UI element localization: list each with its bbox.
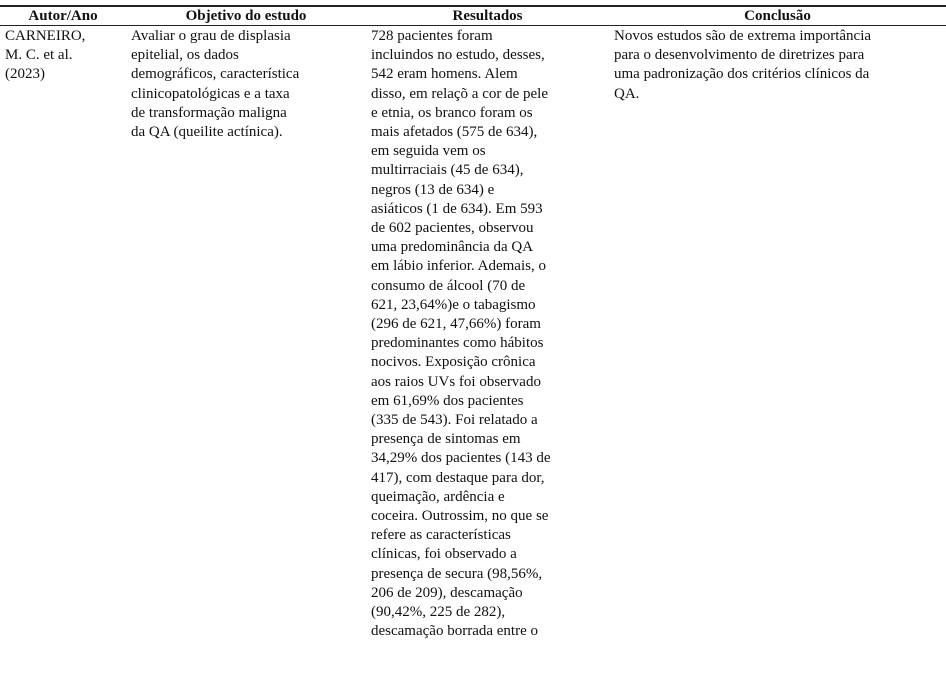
conclusao-text: Novos estudos são de extrema importância para o desenvolvimento de diretrizes para uma padronização dos critérios clínicos da QA.: [614, 28, 872, 102]
header-autor-ano: Autor/Ano: [28, 8, 98, 24]
header-conclusao: Conclusão: [744, 8, 811, 24]
autor-ano-text: CARNEIRO, M. C. et al. (2023): [5, 28, 86, 83]
header-row: [0, 6, 946, 26]
table-body: [0, 26, 946, 642]
resultados-text: 728 pacientes foram incluindos no estudo, desses, 542 eram homens. Alem disso, em relaçõ a cor de pele e etnia, os branco foram os mais afetados (575 de 634), em seguida vem os multirraciais (45 de 634), negros (13 de 634) e asiáticos (1 de 634). Em 593 de 602 pacientes, observou uma predominância da QA em lábio inferior. Ademais, o consumo de álcool (70 de 621, 23,64%)e o tabagismo (296 de 621, 47,66%) foram predominantes como hábitos nocivos. Exposição crônica aos raios UVs foi observado em 61,69% dos pacientes (335 de 543). Foi relatado a presença de sintomas em 34,29% dos pacientes (143 de 417), com destaque para dor, queimação, ardência e coceira. Outrossim, no que se refere as características clínicas, foi observado a presença de secura (98,56%, 206 de 209), descamação (90,42%, 225 de 282), descamação borrada entre o: [371, 28, 551, 640]
header-resultados: Resultados: [452, 8, 523, 24]
literature-review-table: [0, 5, 946, 642]
objetivo-text: Avaliar o grau de displasia epitelial, os dados demográficos, característica clinicopatológicas e a taxa de transformação maligna da QA (queilite actínica).: [131, 28, 300, 141]
cell-conclusao: [609, 26, 946, 642]
cell-autor-ano: [0, 26, 126, 642]
header-objetivo: Objetivo do estudo: [185, 8, 307, 24]
table-row: [0, 26, 946, 642]
cell-objetivo: [126, 26, 366, 642]
cell-resultados: [366, 26, 609, 642]
table-header: [0, 6, 946, 26]
